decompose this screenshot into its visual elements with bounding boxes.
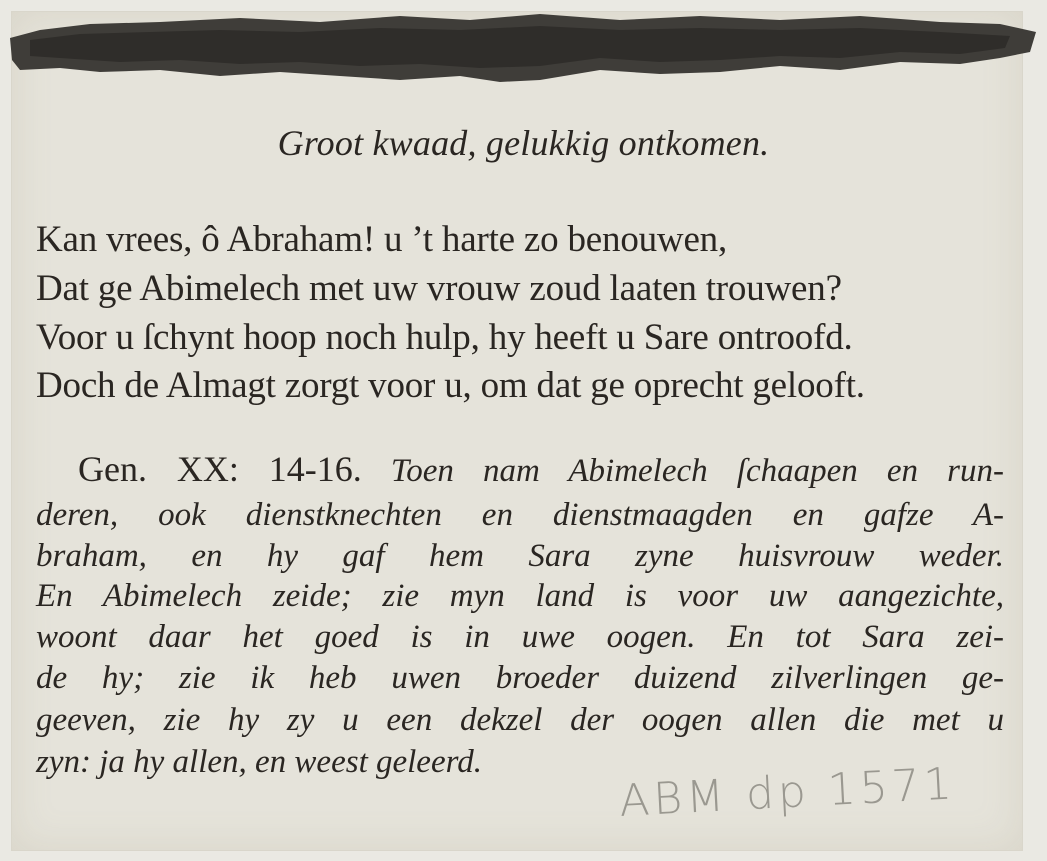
page-title: Groot kwaad, gelukkig ontkomen.: [277, 123, 770, 163]
pencil-inventory-note: ABM dp 1571: [618, 758, 957, 827]
scripture-line: zyn: ja hy allen, en weest geleerd.: [36, 744, 482, 780]
scripture-text: Toen nam Abimelech ſchaapen en run-: [390, 453, 1004, 489]
scripture-line: En Abimelech zeide; zie myn land is voor uw aangezichte,: [36, 578, 1004, 614]
verse-line: Doch de Almagt zorgt voor u, om dat ge oprecht gelooft.: [36, 365, 865, 406]
scripture-reference: Gen. XX: 14-16.: [78, 449, 362, 489]
scripture-line: deren, ook dienstknechten en dienstmaagden en gafze A-: [36, 497, 1004, 533]
scripture-line: geeven, zie hy zy u een dekzel der oogen allen die met u: [36, 702, 1004, 738]
verse-line: Kan vrees, ô Abraham! u ’t harte zo benouwen,: [36, 219, 728, 260]
verse-line: Dat ge Abimelech met uw vrouw zoud laaten trouwen?: [36, 268, 842, 309]
verse-line: Voor u ſchynt hoop noch hulp, hy heeft u Sare ontroofd.: [36, 317, 853, 358]
torn-paper-strip: [0, 0, 1047, 100]
scripture-line: braham, en hy gaf hem Sara zyne huisvrouw weder.: [36, 538, 1004, 574]
scripture-line: woont daar het goed is in uwe oogen. En tot Sara zei-: [36, 619, 1004, 655]
scripture-first-line: [78, 448, 1004, 490]
scripture-line: de hy; zie ik heb uwen broeder duizend zilverlingen ge-: [36, 660, 1004, 696]
